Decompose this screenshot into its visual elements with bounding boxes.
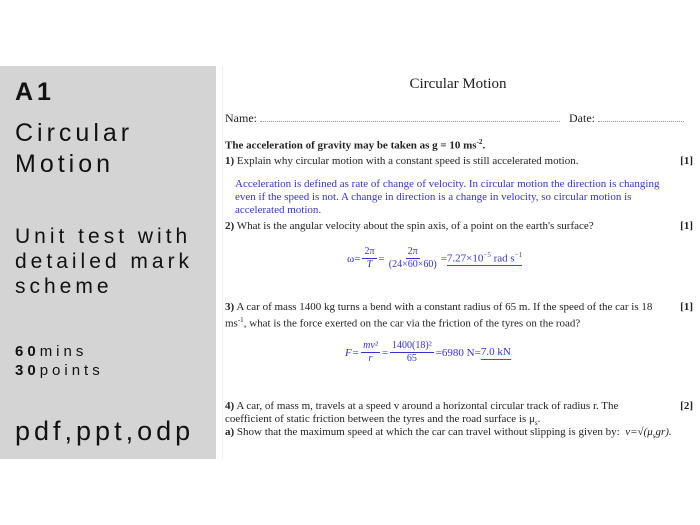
date-label: Date: bbox=[569, 111, 595, 125]
document-title: Circular Motion bbox=[409, 76, 507, 92]
document-page bbox=[222, 66, 700, 459]
gravity-note: The acceleration of gravity may be taken as g = 10 $ms^{-2}$. bbox=[225, 138, 486, 152]
answer-3-equation: F= $\frac{\text{mv²}}{r}$ = $\frac{\text{1400(18)²}}{65}$ =6980 N= 7.0 kN bbox=[345, 340, 511, 364]
marks: [1] bbox=[680, 220, 693, 232]
unit-code: A1 bbox=[15, 78, 55, 106]
name-date-line bbox=[225, 112, 693, 125]
answer-2-equation: ω= $\frac{2\pi}{T}$ = $\frac{2\pi}{(24\times 60\times 60)}$ = $7.27\times 10^{-5}$ rad $s^{-1}$ bbox=[347, 246, 523, 270]
marks: [1] bbox=[680, 301, 693, 313]
answer-1: Acceleration is defined as rate of change of velocity. In circular motion the direction is changing even if the speed is not. A change in direction is a change in velocity, so circular motion is accelerated motion. bbox=[235, 178, 660, 216]
marks: [2] bbox=[680, 400, 693, 412]
info-panel bbox=[0, 66, 216, 459]
answer-3-result: 7.0 kN bbox=[480, 345, 511, 358]
name-label: Name: bbox=[225, 111, 257, 125]
name-field[interactable] bbox=[260, 112, 560, 122]
formula: $v=√(\mu_sgr)$. bbox=[625, 426, 672, 441]
question-3: 3) A car of mass 1400 kg turns a bend with a constant radius of 65 m. If the speed of the car is 18 $ms^{-1}$, what is the force exerted on the car via the friction of the tyres on the road? [1] bbox=[225, 301, 693, 330]
answer-2-result: $7.27\times 10^{-5}$ rad $s^{-1}$ bbox=[446, 250, 523, 265]
points: 30points bbox=[15, 362, 104, 379]
date-field[interactable] bbox=[598, 112, 684, 122]
unit-title: Circular Motion bbox=[15, 119, 134, 178]
duration: 60mins bbox=[15, 343, 88, 360]
question-2: 2) What is the angular velocity about the spin axis, of a point on the earth's surface? [1] bbox=[225, 220, 693, 232]
question-4: 4) A car, of mass m, travels at a speed v around a horizontal circular track of radius r. The coefficient of static friction between the tyres and the road surface is $\mu_s$. [2] bbox=[225, 400, 693, 428]
question-4a: a) Show that the maximum speed at which the car can travel without slipping is given by: $v=√(\mu_sgr)$. bbox=[225, 426, 672, 441]
file-formats: pdf,ppt,odp bbox=[15, 416, 195, 446]
unit-subtitle: Unit test with detailed mark scheme bbox=[15, 225, 194, 298]
unit-stats bbox=[15, 342, 104, 380]
marks: [1] bbox=[680, 155, 693, 167]
question-1: 1) Explain why circular motion with a constant speed is still accelerated motion. [1] bbox=[225, 155, 693, 167]
